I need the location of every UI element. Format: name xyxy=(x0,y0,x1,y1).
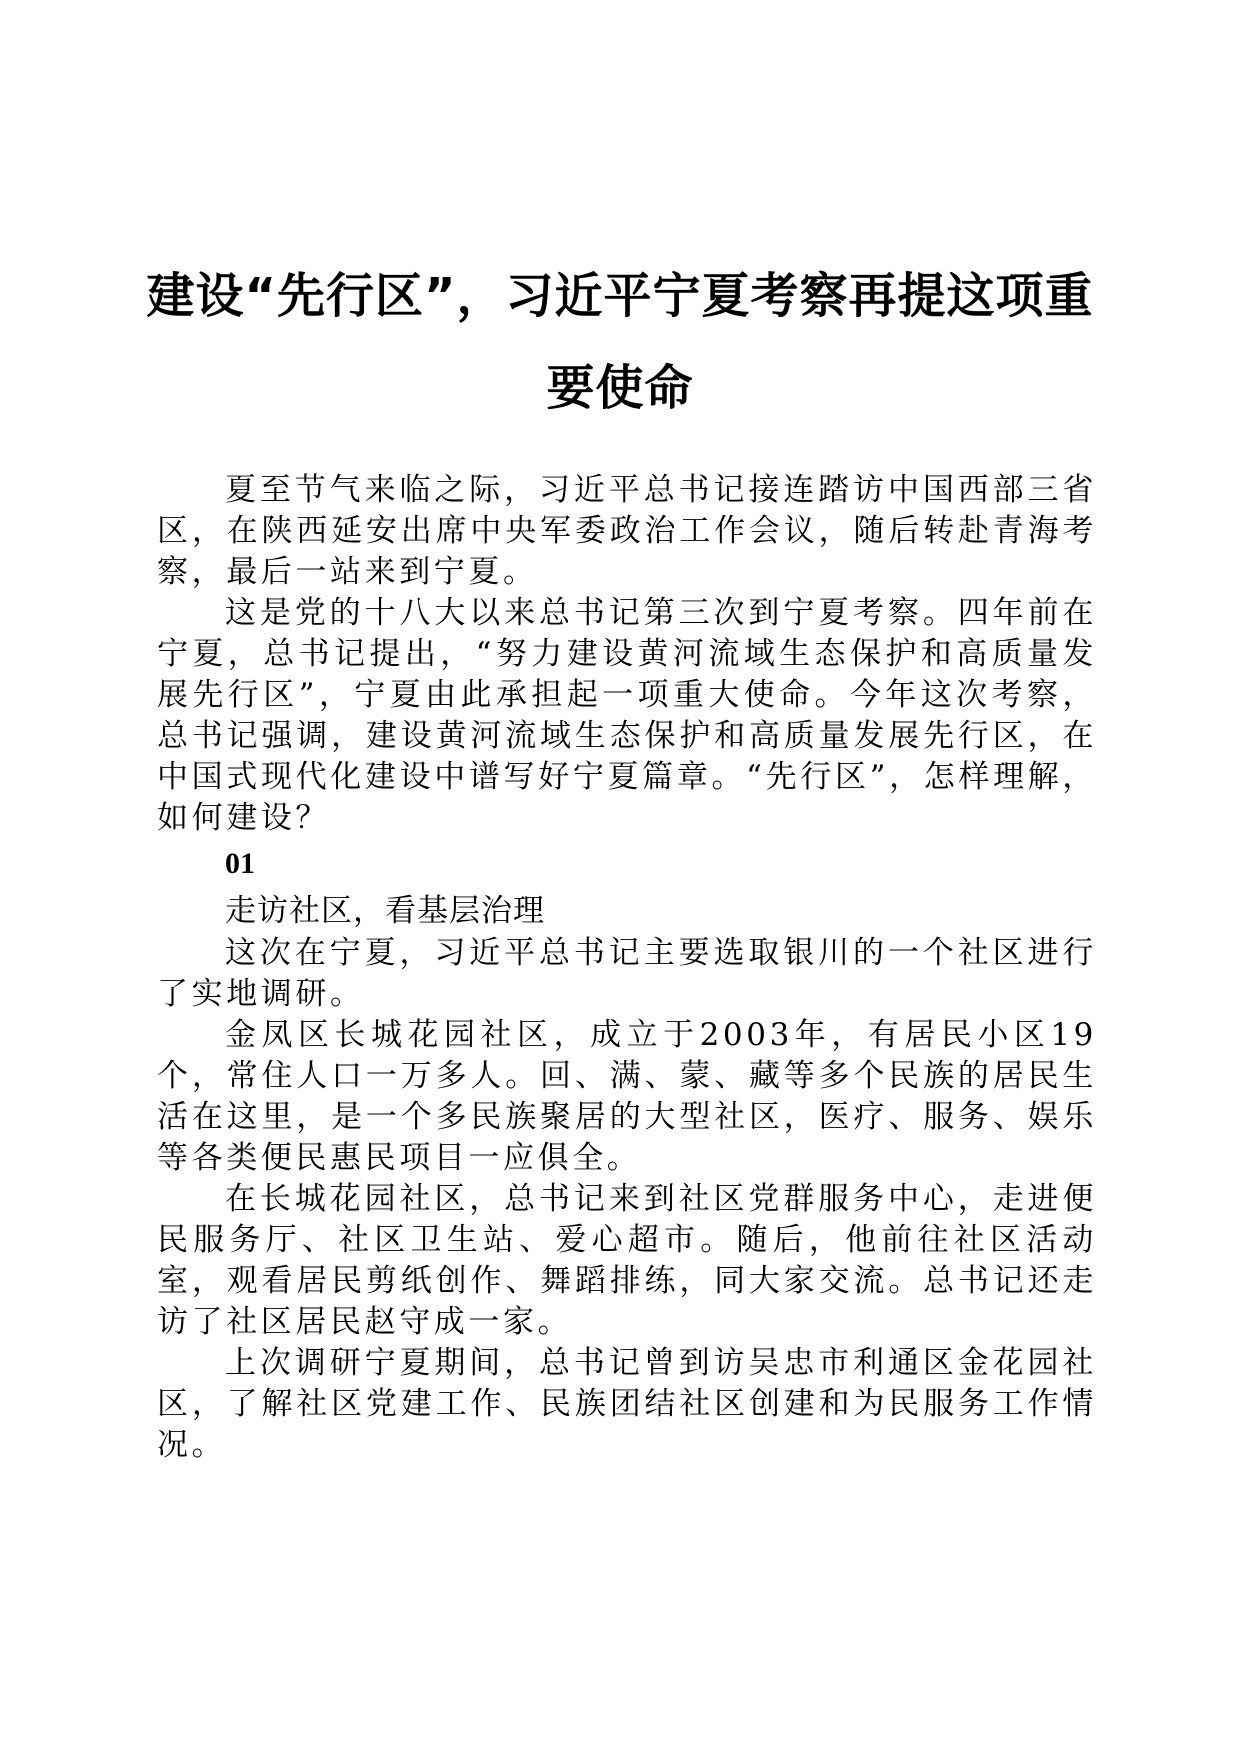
title-line-1: 建设“先行区”，习近平宁夏考察再提这项重 xyxy=(146,268,1094,324)
section-heading: 走访社区，看基层治理 xyxy=(225,893,545,929)
section-paragraph-4: 上次调研宁夏期间，总书记曾到访吴忠市利通区金花园社区，了解社区党建工作、民族团结社区创建和为民服务工作情况。 xyxy=(157,1345,1097,1463)
section-number: 01 xyxy=(225,847,255,880)
intro-paragraph-1: 夏至节气来临之际，习近平总书记接连踏访中国西部三省区，在陕西延安出席中央军委政治工作会议，随后转赴青海考察，最后一站来到宁夏。 xyxy=(157,472,1097,590)
document-body xyxy=(157,470,1097,1466)
section-paragraph-1: 这次在宁夏，习近平总书记主要选取银川的一个社区进行了实地调研。 xyxy=(157,935,1097,1012)
section-paragraph-3: 在长城花园社区，总书记来到社区党群服务中心，走进便民服务厅、社区卫生站、爱心超市。随后，他前往社区活动室，观看居民剪纸创作、舞蹈排练，同大家交流。总书记还走访了社区居民赵守成一家。 xyxy=(157,1181,1097,1340)
title-line-2: 要使命 xyxy=(546,360,694,416)
section-paragraph-2: 金凤区长城花园社区，成立于2003年，有居民小区19个，常住人口一万多人。回、满、蒙、藏等多个民族的居民生活在这里，是一个多民族聚居的大型社区，医疗、服务、娱乐等各类便民惠民项目一应俱全。 xyxy=(157,1017,1097,1176)
intro-paragraph-2: 这是党的十八大以来总书记第三次到宁夏考察。四年前在宁夏，总书记提出，“努力建设黄河流域生态保护和高质量发展先行区”，宁夏由此承担起一项重大使命。今年这次考察，总书记强调，建设黄河流域生态保护和高质量发展先行区，在中国式现代化建设中谱写好宁夏篇章。“先行区”，怎样理解，如何建设？ xyxy=(157,595,1097,836)
document-title xyxy=(130,250,1110,434)
